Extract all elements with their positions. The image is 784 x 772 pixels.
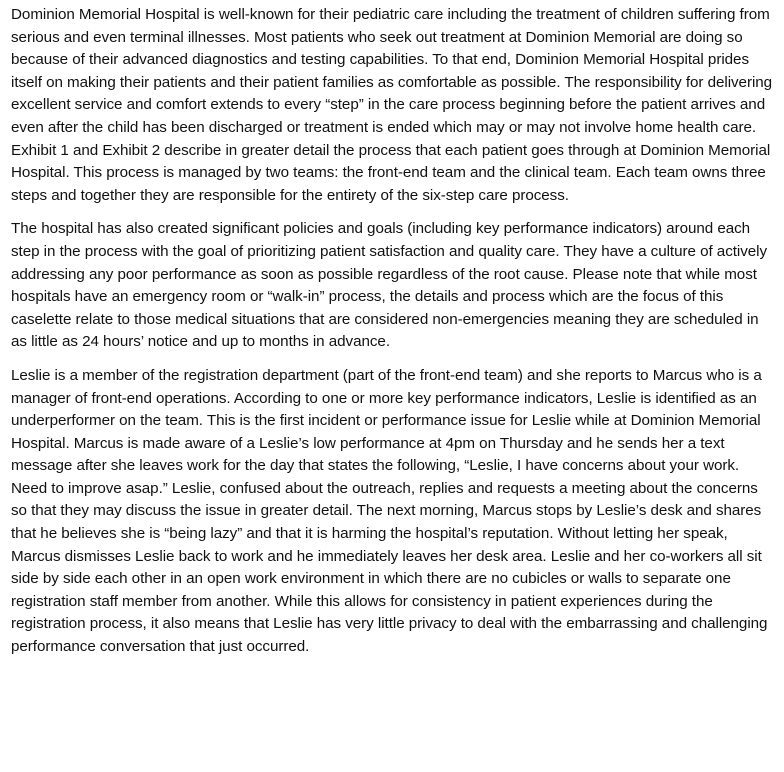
paragraph-leslie-and-marcus: Leslie is a member of the registration department (part of the front-end team) and she reports to Marcus who is a manager of front-end operations. According to one or more key performance indicators, Leslie is identified as an underperformer on the team. This is the first incident or performance issue for Leslie while at Dominion Memorial Hospital. Marcus is made aware of a Leslie’s low performance at 4pm on Thursday and he sends her a text message after she leaves work for the day that states the following, “Leslie, I have concerns about your work. Need to improve asap.” Leslie, confused about the outreach, replies and requests a meeting about the concerns so that they may discuss the issue in greater detail. The next morning, Marcus stops by Leslie’s desk and shares that he believes she is “being lazy” and that it is harming the hospital’s reputation. Without letting her speak, Marcus dismisses Leslie back to work and he immediately leaves her desk area. Leslie and her co-workers all sit side by side each other in an open work environment in which there are no cubicles or walls to separate one registration staff member from another. While this allows for consistency in patient experiences during the registration process, it also means that Leslie has very little privacy to deal with the embarrassing and challenging performance conversation that just occurred. — [11, 366, 768, 656]
paragraph-hospital-overview: Dominion Memorial Hospital is well-known for their pediatric care including the treatment of children suffering from serious and even terminal illnesses. Most patients who seek out treatment at Dominion Memorial are doing so because of their advanced diagnostics and testing capabilities. To that end, Dominion Memorial Hospital prides itself on making their patients and their patient families as comfortable as possible. The responsibility for delivering excellent service and comfort extends to every “step” in the care process beginning before the patient arrives and even after the child has been discharged or treatment is ended which may or may not involve home health care. Exhibit 1 and Exhibit 2 describe in greater detail the process that each patient goes through at Dominion Memorial Hospital. This process is managed by two teams: the front-end team and the clinical team. Each team owns three steps and together they are responsible for the entirety of the six-step care process. — [11, 6, 773, 204]
paragraph-policies-and-goals: The hospital has also created significant policies and goals (including key performance indicators) around each step in the process with the goal of prioritizing patient satisfaction and quality care. They have a culture of actively addressing any poor performance as soon as possible regardless of the root cause. Please note that while most hospitals have an emergency room or “walk-in” process, the details and process which are the focus of this caselette relate to those medical situations that are considered non-emergencies meaning they are scheduled in as little as 24 hours’ notice and up to months in advance. — [11, 220, 768, 351]
